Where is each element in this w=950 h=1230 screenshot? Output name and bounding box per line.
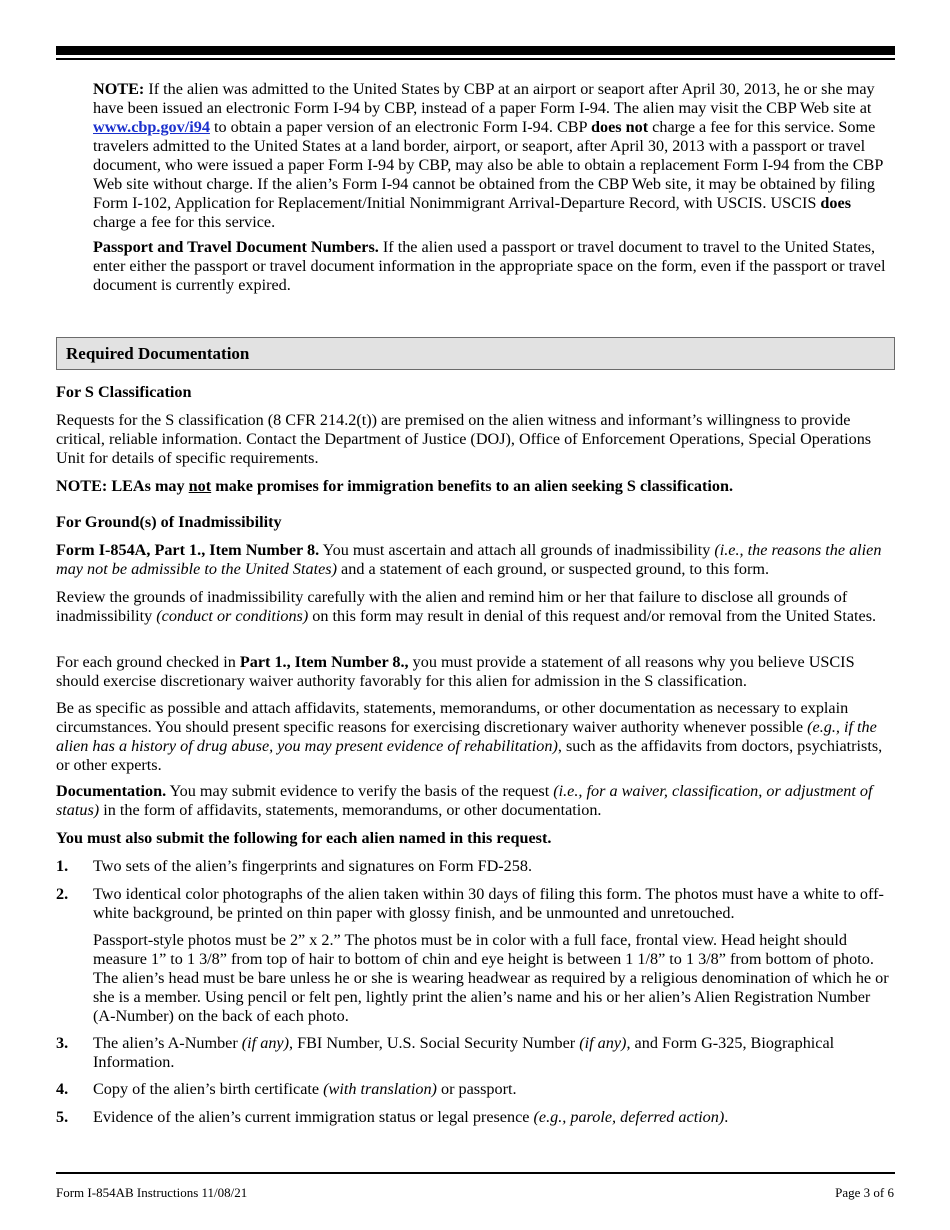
s-classification-note: NOTE: LEAs may not make promises for immigration benefits to an alien seeking S classification.	[56, 477, 734, 495]
submit-heading: You must also submit the following for each alien named in this request.	[56, 829, 552, 847]
list-number: 4.	[56, 1080, 69, 1098]
s-classification-paragraph: Requests for the S classification (8 CFR 214.2(t)) are premised on the alien witness and informant’s willingness to provide critical, reliable information. Contact the Department of Justice (DOJ), Office of Enforcement Operations, Special Operations Unit for details of specific requirements.	[56, 411, 872, 467]
inadmissibility-paragraph-2: Review the grounds of inadmissibility carefully with the alien and remind him or her that failure to disclose all grounds of inadmissibility (conduct or conditions) on this form may result in denial of this request and/or removal from the United States.	[56, 588, 877, 625]
documentation-paragraph: Documentation. You may submit evidence to verify the basis of the request (i.e., for a waiver, classification, or adjustment of status) in the form of affidavits, statements, memorandums, or other documentation.	[56, 782, 873, 819]
cbp-link[interactable]: www.cbp.gov/i94	[93, 118, 210, 136]
inadmissibility-paragraph-1: Form I-854A, Part 1., Item Number 8. You must ascertain and attach all grounds of inadmissibility (i.e., the reasons the alien may not be admissible to the United States) and a statement of each ground, or suspected ground, to this form.	[56, 541, 882, 578]
note-paragraph: NOTE: If the alien was admitted to the United States by CBP at an airport or seaport after April 30, 2013, he or she may have been issued an electronic Form I-94 by CBP, instead of a paper Form I-94. The alien may visit the CBP Web site at www.cbp.gov/i94 to obtain a paper version of an electronic Form I-94. CBP does not charge a fee for this service. Some travelers admitted to the United States at a land border, airport, or seaport, after April 30, 2013 with a passport or travel document, who were issued a paper Form I-94 by CBP, may also be able to obtain a replacement Form I-94 from the CBP Web site without charge. If the alien’s Form I-94 cannot be obtained from the CBP Web site, it may be obtained by filing Form I-102, Application for Replacement/Initial Nonimmigrant Arrival-Departure Record, with USCIS. USCIS does charge a fee for this service.	[93, 80, 883, 231]
list-item-3: The alien’s A-Number (if any), FBI Number, U.S. Social Security Number (if any), and Form G-325, Biographical Information.	[93, 1034, 835, 1071]
list-number: 2.	[56, 885, 69, 903]
list-item-4: Copy of the alien’s birth certificate (with translation) or passport.	[93, 1080, 517, 1098]
list-item-1: Two sets of the alien’s fingerprints and signatures on Form FD-258.	[93, 857, 533, 875]
list-number: 5.	[56, 1108, 69, 1126]
list-number: 3.	[56, 1034, 69, 1052]
inadmissibility-heading: For Ground(s) of Inadmissibility	[56, 513, 282, 531]
footer-page-number: Page 3 of 6	[835, 1185, 894, 1200]
footer-rule	[56, 1172, 895, 1174]
s-classification-heading: For S Classification	[56, 383, 192, 401]
inadmissibility-paragraph-3: For each ground checked in Part 1., Item Number 8., you must provide a statement of all reasons why you believe USCIS should exercise discretionary waiver authority favorably for this alien for admission in the S classification.	[56, 653, 855, 690]
header-thick-rule	[56, 46, 895, 55]
note-label: NOTE:	[93, 80, 145, 98]
list-number: 1.	[56, 857, 69, 875]
inadmissibility-paragraph-4: Be as specific as possible and attach affidavits, statements, memorandums, or other documentation as necessary to explain circumstances. You should present specific reasons for exercising discretionary waiver authority whenever possible (e.g., if the alien has a history of drug abuse, you may present evidence of rehabilitation), such as the affidavits from doctors, psychiatrists, or other experts.	[56, 699, 883, 774]
section-title: Required Documentation	[66, 344, 250, 363]
list-item-2-photo-specs: Passport-style photos must be 2” x 2.” The photos must be in color with a full face, frontal view. Head height should measure 1” to 1 3/8” from top of hair to bottom of chin and eye height is between 1 1/8” to 1 3/8” from bottom of photo. The alien’s head must be bare unless he or she is wearing headwear as required by a religious denomination of which he or she is a member. Using pencil or felt pen, lightly print the alien’s name and his or her alien’s Alien Registration Number (A-Number) on the back of each photo.	[93, 931, 889, 1025]
section-header-box	[56, 337, 895, 370]
footer-form-id: Form I-854AB Instructions 11/08/21	[56, 1185, 248, 1200]
passport-paragraph: Passport and Travel Document Numbers. If the alien used a passport or travel document to travel to the United States, enter either the passport or travel document information in the appropriate space on the form, even if the passport or travel document is currently expired.	[93, 238, 886, 294]
header-thin-rule	[56, 58, 895, 60]
list-item-5: Evidence of the alien’s current immigration status or legal presence (e.g., parole, deferred action).	[93, 1108, 729, 1126]
list-item-2: Two identical color photographs of the alien taken within 30 days of filing this form. The photos must have a white to off-white background, be printed on thin paper with glossy finish, and be unmounted and unretouched.	[93, 885, 884, 922]
